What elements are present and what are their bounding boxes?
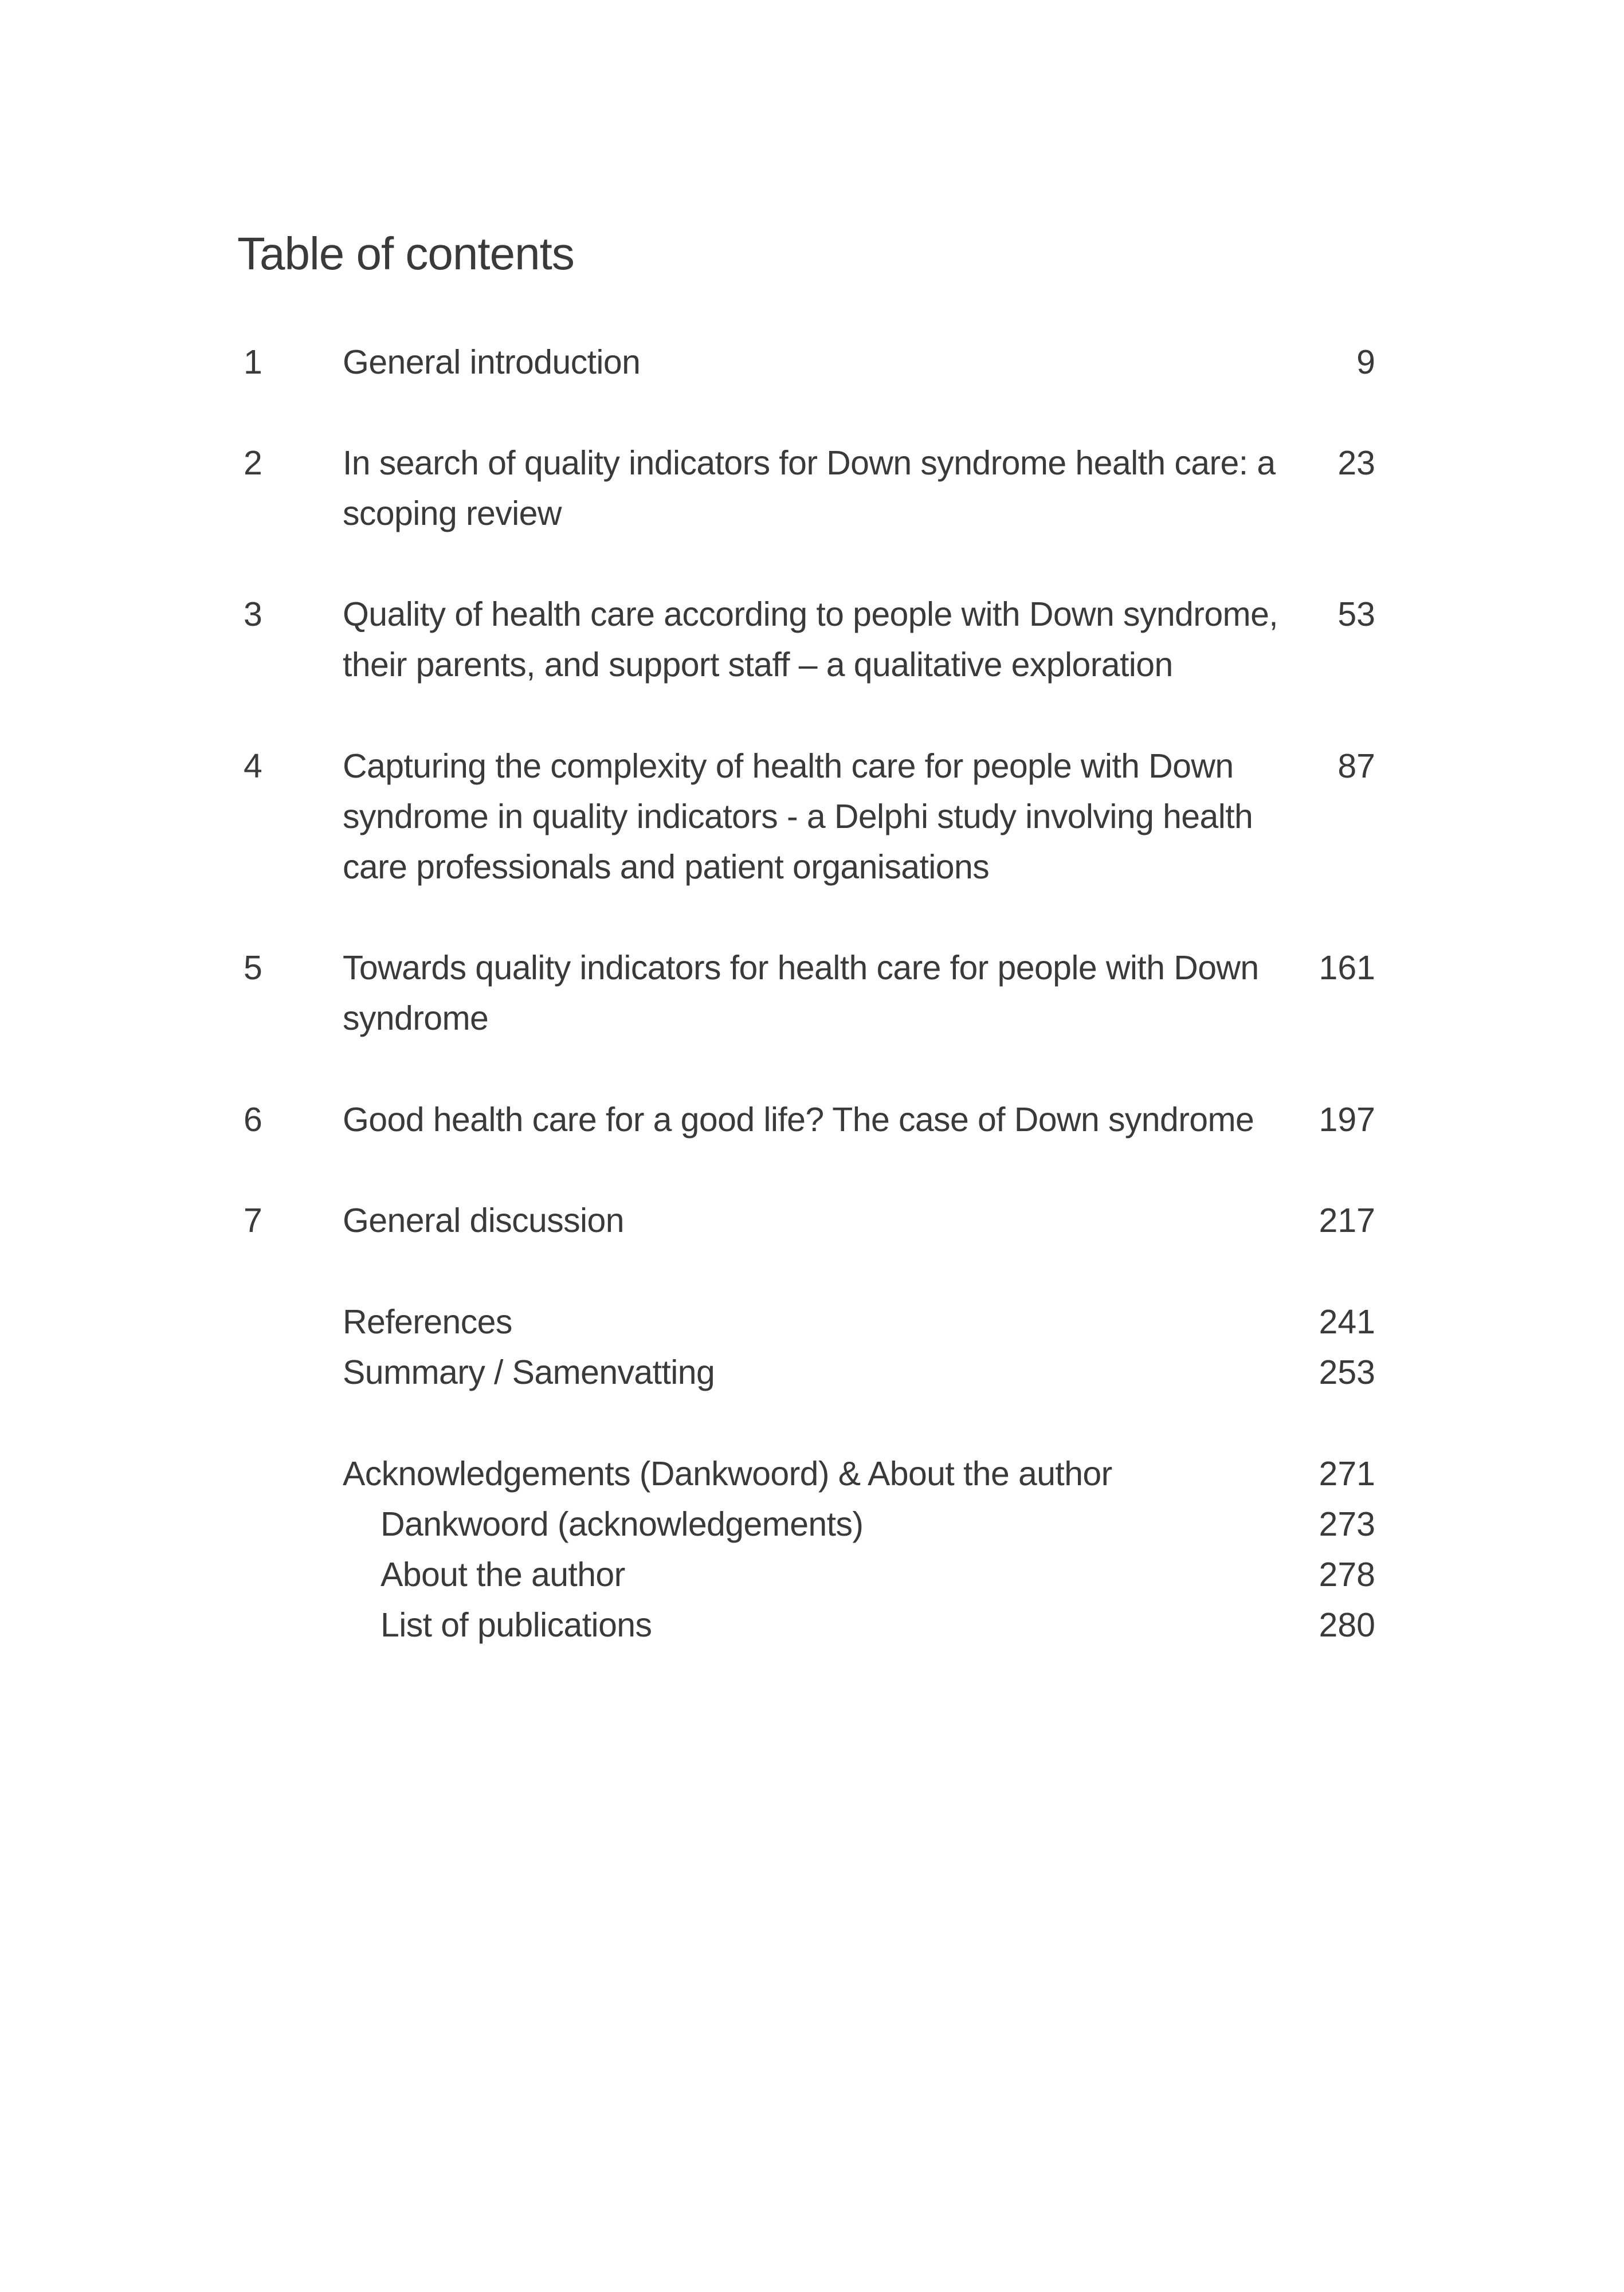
page-number: 241 xyxy=(1319,1303,1375,1341)
entry-title: References xyxy=(343,1303,512,1341)
page-number: 87 xyxy=(1337,747,1375,785)
page-number: 217 xyxy=(1319,1202,1375,1239)
entry-title: General introduction xyxy=(343,343,641,381)
chapter-number: 4 xyxy=(244,747,262,785)
chapter-number: 6 xyxy=(244,1101,262,1139)
entry-title: Quality of health care according to people with Down syndrome, their parents, and support staff – a qualitative exploration xyxy=(343,595,1278,684)
page-title: Table of contents xyxy=(237,228,574,279)
page-number: 23 xyxy=(1337,444,1375,482)
page-number: 278 xyxy=(1319,1556,1375,1594)
chapter-number: 7 xyxy=(244,1202,262,1239)
entry-title: Good health care for a good life? The case of Down syndrome xyxy=(343,1101,1254,1139)
page-number: 253 xyxy=(1319,1353,1375,1391)
entry-title: Capturing the complexity of health care for people with Down syndrome in quality indicators - a Delphi study involving health care professionals and patient organisations xyxy=(343,747,1253,886)
entry-title: Towards quality indicators for health care for people with Down syndrome xyxy=(343,949,1259,1037)
page-number: 273 xyxy=(1319,1505,1375,1543)
entry-title: About the author xyxy=(380,1556,625,1594)
entry-title: List of publications xyxy=(380,1606,652,1644)
page-number: 271 xyxy=(1319,1455,1375,1493)
entry-title: Dankwoord (acknowledgements) xyxy=(380,1505,864,1543)
chapter-number: 3 xyxy=(244,595,262,633)
page-number: 9 xyxy=(1356,343,1375,381)
page-number: 280 xyxy=(1319,1606,1375,1644)
entry-title: In search of quality indicators for Down syndrome health care: a scoping review xyxy=(343,444,1276,532)
entry-title: Acknowledgements (Dankwoord) & About the author xyxy=(343,1455,1112,1493)
page-number: 161 xyxy=(1319,949,1375,987)
page-number: 53 xyxy=(1337,595,1375,633)
chapter-number: 1 xyxy=(244,343,262,381)
chapter-number: 2 xyxy=(244,444,262,482)
entry-title: Summary / Samenvatting xyxy=(343,1353,715,1391)
entry-title: General discussion xyxy=(343,1202,624,1239)
page-number: 197 xyxy=(1319,1101,1375,1139)
chapter-number: 5 xyxy=(244,949,262,987)
